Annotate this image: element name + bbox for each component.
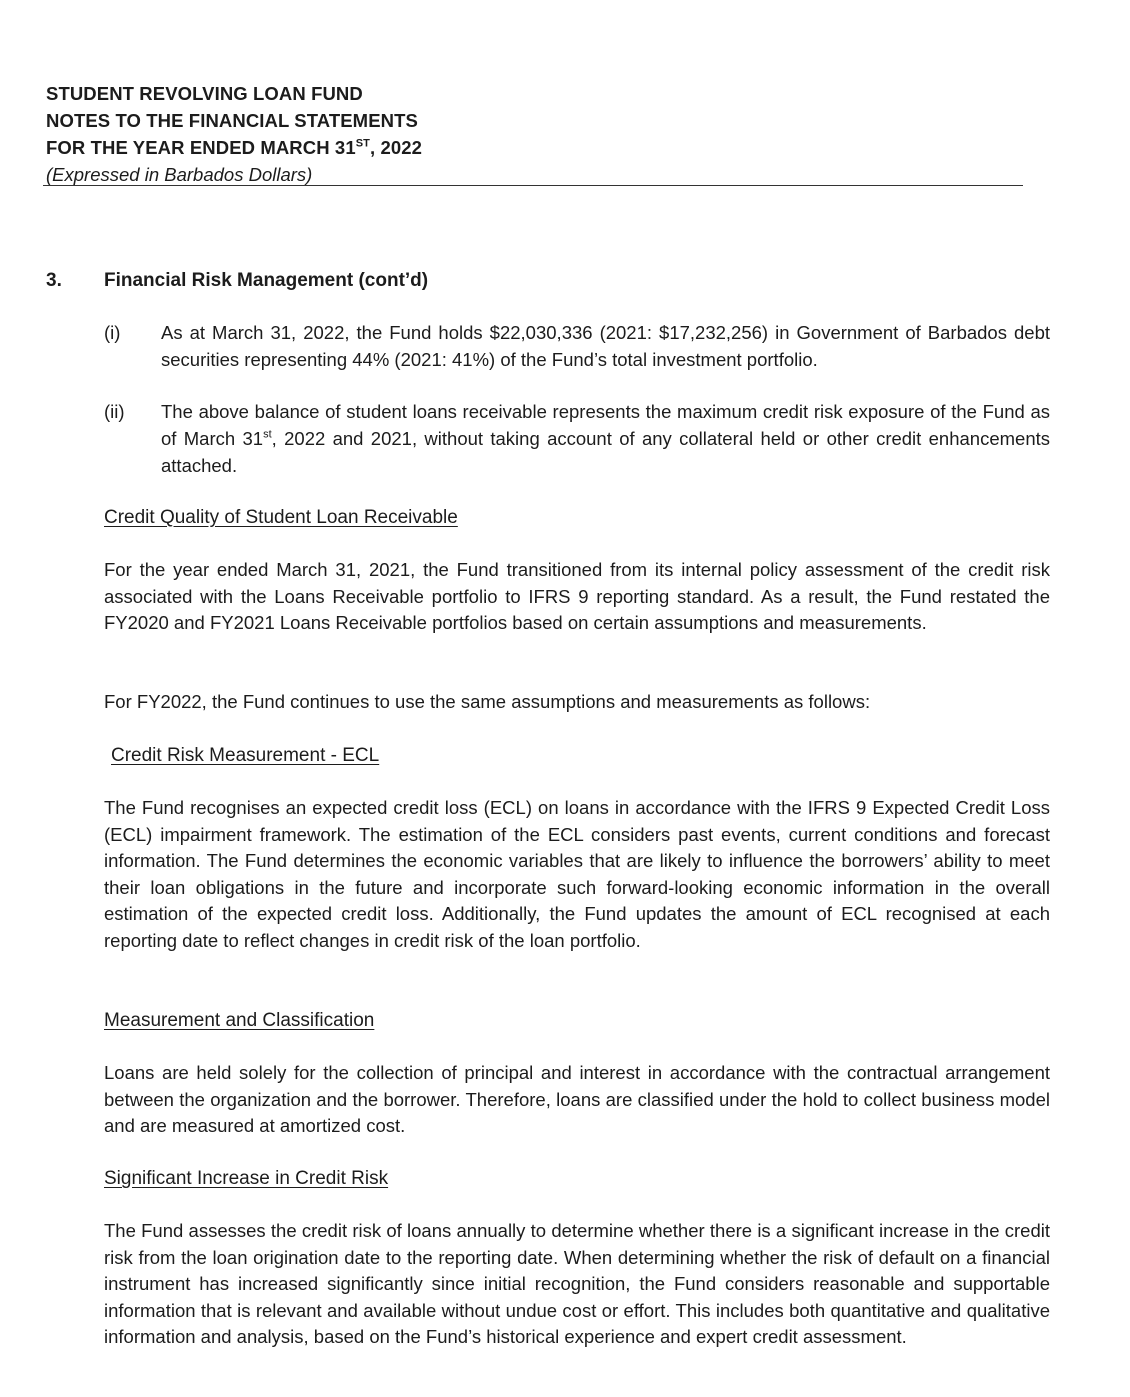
list-item-marker: (ii) <box>104 401 125 422</box>
header-divider <box>43 185 1023 186</box>
list-item-text: As at March 31, 2022, the Fund holds $22,030,336 (2021: $17,232,256) in Government of Barbados debt securities representing 44% (2021: 41%) of the Fund’s total investment portfolio. <box>161 322 1050 370</box>
section-title: Financial Risk Management (cont’d) <box>104 270 429 291</box>
header-notes-title: NOTES TO THE FINANCIAL STATEMENTS <box>46 110 418 131</box>
ecl-heading: Credit Risk Measurement - ECL <box>111 745 380 766</box>
ecl-paragraph: The Fund recognises an expected credit loss (ECL) on loans in accordance with the IFRS 9 Expected Credit Loss (ECL) impairment framework. The estimation of the ECL considers past events, current conditions and forecast information. The Fund determines the economic variables that are likely to influence the borrowers’ ability to meet their loan obligations in the future and incorporate such forward-looking economic information in the overall estimation of the expected credit loss. Additionally, the Fund updates the amount of ECL recognised at each reporting date to reflect changes in credit risk of the loan portfolio. <box>104 797 1050 951</box>
assumptions-paragraph: For FY2022, the Fund continues to use the same assumptions and measurements as follows: <box>104 691 871 712</box>
header-currency-note: (Expressed in Barbados Dollars) <box>46 164 313 185</box>
sicr-paragraph: The Fund assesses the credit risk of loans annually to determine whether there is a significant increase in the credit risk from the loan origination date to the reporting date. When determining whether the risk of default on a financial instrument has increased significantly since initial recognition, the Fund considers reasonable and supportable information that is relevant and available without undue cost or effort. This includes both quantitative and qualitative information and analysis, based on the Fund’s historical experience and expert credit assessment. <box>104 1220 1050 1347</box>
section-number: 3. <box>46 270 62 291</box>
list-item-text <box>161 398 1050 479</box>
section-heading <box>46 268 428 294</box>
header-period <box>46 134 1024 161</box>
measurement-heading: Measurement and Classification <box>104 1010 375 1031</box>
credit-quality-paragraph: For the year ended March 31, 2021, the Fund transitioned from its internal policy assessment of the credit risk associated with the Loans Receivable portfolio to IFRS 9 reporting standard. As a result, the Fund restated the FY2020 and FY2021 Loans Receivable portfolios based on certain assumptions and measurements. <box>104 559 1050 633</box>
header-period-prefix: FOR THE YEAR ENDED MARCH 31 <box>46 137 356 158</box>
header-fund-name: STUDENT REVOLVING LOAN FUND <box>46 83 363 104</box>
list-item-text-prefix: The above balance of student loans receivable represents the maximum credit risk exposure of the Fund as of March 31 <box>161 401 1050 449</box>
list-item-i <box>104 319 1050 373</box>
measurement-paragraph: Loans are held solely for the collection of principal and interest in accordance with the contractual arrangement between the organization and the borrower. Therefore, loans are classified under the hold to collect business model and are measured at amortized cost. <box>104 1062 1050 1136</box>
list-item-text-sup: st <box>263 428 272 441</box>
list-item-ii <box>104 398 1050 479</box>
credit-quality-heading: Credit Quality of Student Loan Receivable <box>104 507 458 528</box>
header-period-suffix: , 2022 <box>369 137 423 158</box>
list-item-text-suffix: , 2022 and 2021, without taking account of any collateral held or other credit enhancements attached. <box>161 428 1050 476</box>
document-header <box>46 80 1024 188</box>
list-item-marker: (i) <box>104 322 121 343</box>
header-period-sup: ST <box>355 137 370 150</box>
sicr-heading: Significant Increase in Credit Risk <box>104 1168 389 1189</box>
